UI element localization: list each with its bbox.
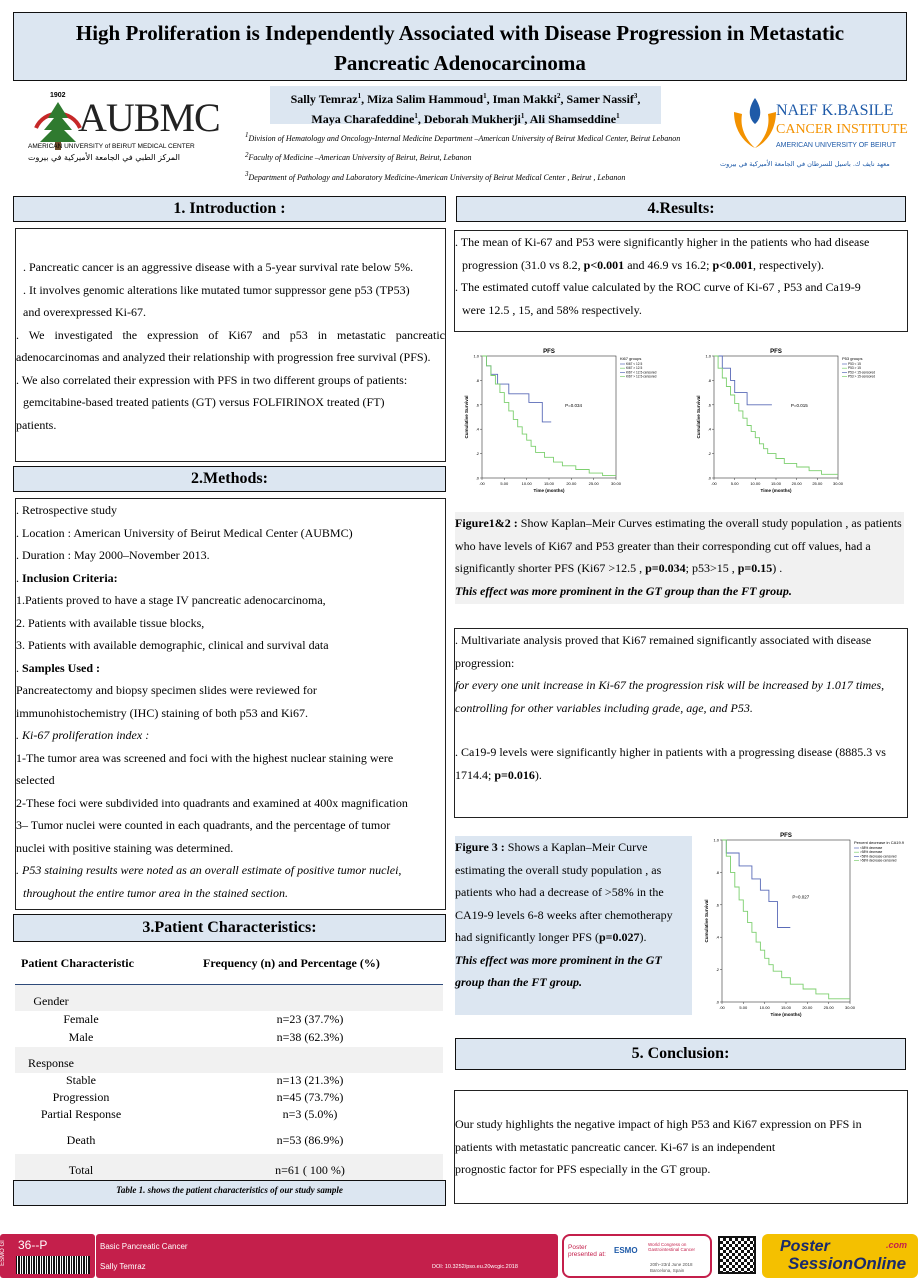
- table-header: [15, 948, 443, 985]
- barcode-icon: [16, 1256, 90, 1274]
- author-name: Samer Nassif: [566, 92, 634, 106]
- x-tick-label: 15.00: [780, 1005, 792, 1010]
- footer-doi: DOI: 10.3252/pso.eu.20wcgic.2018: [432, 1264, 518, 1270]
- introduction-body: [15, 228, 446, 462]
- pso-brand-line1: Poster: [780, 1238, 830, 1255]
- nkbci-logo: [720, 90, 910, 178]
- aubmc-logo: [28, 88, 232, 170]
- x-tick-label: 10.00: [750, 481, 761, 486]
- y-tick-label: .0: [707, 475, 711, 481]
- results-heading: 4.Results:: [456, 196, 906, 222]
- intro-p1: . Pancreatic cancer is an aggressive disease with a 5-year survival rate below 5%.: [23, 260, 414, 274]
- y-tick-label: .6: [475, 402, 479, 408]
- conclusion-heading: 5. Conclusion:: [455, 1038, 906, 1070]
- km-svg: [456, 346, 686, 496]
- legend-label: >58% decrease-censored: [860, 858, 897, 863]
- multi-p1: . Multivariate analysis proved that Ki67 remained significantly associated with disease progression:: [455, 633, 872, 670]
- y-tick-label: .4: [707, 426, 711, 432]
- x-tick-label: 20.00: [566, 481, 577, 486]
- km-svg: [700, 828, 908, 1024]
- chart-title: PFS: [770, 349, 782, 355]
- conclusion-l1: Our study highlights the negative impact of high P53 and Ki67 expression on PFS in: [455, 1117, 862, 1131]
- author-name: Deborah Mukherji: [423, 112, 521, 126]
- p-value-annotation: P=0.027: [792, 894, 810, 900]
- y-tick-label: .6: [715, 902, 719, 908]
- footer-side-code: ESMO GI: [0, 1240, 6, 1266]
- legend-title: P53 groups: [842, 356, 863, 361]
- methods-l9: Pancreatectomy and biopsy specimen slides were reviewed for: [16, 683, 317, 697]
- author-affiliation-sup: 1: [520, 112, 525, 120]
- y-tick-label: .2: [715, 967, 719, 973]
- x-tick-label: 20.00: [791, 481, 802, 486]
- table-row-label: Partial Response: [40, 1107, 122, 1121]
- y-tick-label: 1.0: [705, 353, 711, 359]
- title-banner: [13, 12, 907, 81]
- km-svg: [692, 346, 908, 496]
- methods-l7: 3. Patients with available demographic, clinical and survival data: [16, 638, 329, 652]
- author-affiliation-sup: 1: [483, 92, 487, 100]
- methods-l12: 1-The tumor area was screened and foci with the highest nuclear staining were: [16, 750, 394, 765]
- footer-presented-at: Poster presented at:: [568, 1244, 606, 1258]
- methods-l16: nuclei with positive staining was determined.: [16, 840, 234, 855]
- table-col1-header: Patient Characteristic: [21, 956, 134, 970]
- fig3-text: Figure 3 : Shows a Kaplan–Meir Curve estimating the overall study population , as patients who had a decrease of >58% in the CA19-9 levels 6-8 weeks after chemotherapy had significantly longer PFS (p=0.027).: [455, 840, 673, 944]
- footer-bar: [0, 1232, 924, 1280]
- x-tick-label: 15.00: [543, 481, 555, 486]
- affiliation-2: $^2$Faculty of Medicine –American University of Beirut, Beirut, Lebanon: [245, 150, 472, 163]
- y-tick-label: .0: [715, 999, 719, 1005]
- intro-p2a: . It involves genomic alterations like mutated tumor suppressor gene p53 (TP53): [23, 282, 410, 297]
- table-caption: Table 1. shows the patient characteristics of our study sample: [13, 1180, 446, 1206]
- legend-title: Percent decrease in CA19.9: [854, 840, 905, 845]
- y-tick-label: 1.0: [473, 353, 479, 359]
- conclusion-body: [454, 1090, 908, 1204]
- methods-l18: throughout the entire tumor area in the stained section.: [23, 885, 288, 900]
- legend-label: Ki67 > 12.5: [626, 366, 643, 371]
- table-row: [15, 1124, 443, 1154]
- y-axis-label: Cumulative Survival: [696, 395, 701, 439]
- footer-presenter: Sally Temraz: [100, 1262, 146, 1271]
- nkbci-line1: NAEF K.BASILE: [776, 102, 894, 119]
- fig3-italic: This effect was more prominent in the GT group than the FT group.: [455, 952, 662, 989]
- legend-label: Ki67 > 12.5-censored: [626, 374, 657, 379]
- y-tick-label: .2: [475, 451, 479, 457]
- y-tick-label: 1.0: [713, 837, 719, 843]
- footer-congress: World Congress on Gastrointestinal Cancer: [648, 1242, 696, 1252]
- pso-logo: [762, 1234, 918, 1278]
- methods-l5: 1.Patients proved to have a stage IV pancreatic adenocarcinoma,: [16, 593, 326, 607]
- authors-box: [270, 86, 661, 124]
- x-tick-label: 20.00: [802, 1005, 813, 1010]
- author-name: Maya Charafeddine: [311, 112, 415, 126]
- table-row-label: Stable: [66, 1073, 96, 1087]
- table-row: [15, 1047, 443, 1073]
- footer-poster-id: 36--P: [18, 1238, 48, 1252]
- methods-l10: immunohistochemistry (IHC) staining of both p53 and Ki67.: [16, 705, 308, 720]
- y-tick-label: .8: [707, 377, 711, 383]
- x-tick-label: 5.00: [730, 481, 739, 486]
- aubmc-subtitle: AMERICAN UNIVERSITY of BEIRUT MEDICAL CENTER: [28, 143, 195, 150]
- table-row-value: n=61 ( 100 %): [275, 1163, 345, 1177]
- table-row-label: Female: [63, 1012, 99, 1026]
- km-chart-ki67: [456, 346, 686, 496]
- patients-heading: 3.Patient Characteristics:: [13, 914, 446, 942]
- nkbci-line2: CANCER INSTITUTE: [776, 122, 908, 137]
- nkbci-arabic: معهد نايف ك. باسيل للسرطان في الجامعة الأميركية في بيروت: [720, 160, 890, 168]
- authors-line2: [270, 108, 661, 128]
- author-affiliation-sup: 1: [414, 112, 418, 120]
- footer-info-panel: [96, 1234, 558, 1278]
- methods-l17: . P53 staining results were noted as an overall estimate of positive tumor nuclei,: [16, 863, 402, 877]
- authors-line1: [270, 88, 661, 108]
- conclusion-l2: patients with metastatic pancreatic cancer. Ki-67 is an independent: [455, 1139, 776, 1154]
- author-name: Iman Makki: [492, 92, 557, 106]
- methods-l14: 2-These foci were subdivided into quadrants and examined at 400x magnification: [16, 795, 408, 810]
- conclusion-l3: prognostic factor for PFS especially in the GT group.: [455, 1162, 711, 1176]
- table-row-value: n=38 (62.3%): [276, 1030, 344, 1044]
- patient-table: [15, 948, 443, 1181]
- intro-p3: . We investigated the expression of Ki67 and p53 in metastatic pancreatic adenocarcinomas and analyzed their relationship with progression free survival (PFS).: [16, 327, 445, 364]
- footer-congress-panel: [562, 1234, 712, 1278]
- aubmc-year: 1902: [50, 92, 66, 99]
- footer-city: Barcelona, Spain: [650, 1268, 685, 1273]
- fig12-italic: This effect was more prominent in the GT group than the FT group.: [455, 583, 792, 598]
- legend-label: P53 > 15: [848, 366, 861, 371]
- x-tick-label: 5.00: [500, 481, 509, 486]
- plot-frame: [482, 356, 616, 478]
- y-tick-label: .8: [715, 869, 719, 875]
- km-chart-p53: [692, 346, 908, 496]
- author-name: Sally Temraz: [290, 92, 358, 106]
- x-tick-label: 30.00: [844, 1005, 856, 1010]
- figure12-caption: [455, 512, 904, 604]
- table-row: [15, 1107, 443, 1124]
- results-p1b: progression (31.0 vs 8.2, p<0.001 and 46.9 vs 16.2; p<0.001, respectively).: [462, 257, 825, 272]
- methods-body: [15, 498, 446, 910]
- table-row-label: Response: [28, 1056, 74, 1070]
- legend-label: Ki67 < 12.5: [626, 362, 643, 366]
- author-separator: ,: [637, 92, 641, 106]
- chart-title: PFS: [780, 833, 792, 839]
- methods-l4: . Inclusion Criteria:: [16, 570, 118, 585]
- ca199-text: . Ca19-9 levels were significantly higher in patients with a progressing disease (8885.3 vs 1714.4; p=0.016).: [455, 745, 886, 782]
- results-body: [454, 230, 908, 332]
- poster-title-line1: High Proliferation is Independently Associated with Disease Progression in Metastatic: [75, 21, 845, 45]
- multi-spacer: [455, 719, 907, 741]
- pso-brand-line2: SessionOnline: [788, 1254, 907, 1273]
- author-separator: ,: [417, 112, 424, 126]
- methods-l11: . Ki-67 proliferation index :: [16, 728, 150, 742]
- table-row-label: Total: [68, 1163, 94, 1177]
- fig12-text: Figure1&2 : Show Kaplan–Meir Curves estimating the overall study population , as patients who have levels of Ki67 and P53 greater than their corresponding cut off values, had a significantly shorter PFS (Ki67 >12.5 , p=0.034; p53>15 , p=0.15) .: [455, 516, 902, 575]
- author-affiliation-sup: 2: [556, 92, 561, 100]
- introduction-heading: 1. Introduction :: [13, 196, 446, 222]
- aubmc-arabic: المركز الطبي في الجامعة الأميركية في بيروت: [28, 153, 181, 162]
- table-row-value: n=3 (5.0%): [282, 1107, 338, 1121]
- legend-label: Ki67 < 12.5-censored: [626, 370, 657, 375]
- intro-p4c: patients.: [16, 417, 57, 432]
- legend-label: P53 < 15: [848, 362, 861, 366]
- x-tick-label: .00: [479, 481, 485, 486]
- table-row: [15, 1073, 443, 1090]
- legend-label: P53 > 15-censored: [848, 374, 876, 379]
- nkbci-line3: AMERICAN UNIVERSITY OF BEIRUT: [776, 142, 897, 149]
- table-row: [15, 1090, 443, 1107]
- multivariate-box: [454, 628, 908, 818]
- results-p1a: . The mean of Ki-67 and P53 were significantly higher in the patients who had disease: [455, 235, 870, 249]
- y-tick-label: .4: [475, 426, 479, 432]
- affiliation-3: $^3$Department of Pathology and Laboratory Medicine-American University of Beirut Medical Center , Beirut , Lebanon: [245, 170, 626, 182]
- methods-l2: . Location : American University of Beirut Medical Center (AUBMC): [16, 525, 353, 540]
- intro-p4b: gemcitabine-based treated patients (GT) versus FOLFIRINOX treated (FT): [23, 395, 385, 409]
- p-value-annotation: P=0.015: [790, 403, 808, 409]
- affiliation-1: $^1$Division of Hematology and Oncology-Internal Medicine Department –American University of Beirut Medical Center, Beirut Lebanon: [245, 131, 681, 143]
- author-name: Ali Shamseddine: [529, 112, 617, 126]
- methods-l1: . Retrospective study: [16, 503, 117, 517]
- author-separator: ,: [560, 92, 567, 106]
- table-row-value: n=13 (21.3%): [276, 1073, 344, 1087]
- legend-label: P53 < 15-censored: [848, 370, 876, 375]
- x-tick-label: .00: [719, 1005, 725, 1010]
- y-tick-label: .8: [475, 377, 479, 383]
- legend-title: Ki67 groups: [620, 356, 642, 361]
- x-axis-label: Time (months): [760, 488, 792, 493]
- multi-p2: for every one unit increase in Ki-67 the progression risk will be increased by 1.017 times, controlling for other variables including grade, age, and P53.: [455, 678, 885, 715]
- x-tick-label: 25.00: [812, 481, 823, 486]
- table-row-label: Death: [66, 1133, 96, 1147]
- pso-brand-com: .com: [886, 1240, 908, 1250]
- author-affiliation-sup: 1: [616, 112, 620, 120]
- legend-label: <58% decrease-censored: [860, 854, 897, 859]
- km-chart-ca199: [700, 828, 908, 1024]
- author-separator: ,: [361, 92, 368, 106]
- y-tick-label: .2: [707, 451, 711, 457]
- methods-l13: selected: [16, 773, 55, 787]
- table-row-value: n=45 (73.7%): [276, 1090, 344, 1104]
- table-rows: [15, 985, 443, 1180]
- figure3-caption: [455, 836, 692, 1015]
- x-tick-label: 10.00: [759, 1005, 770, 1010]
- plot-frame: [714, 356, 838, 478]
- author-affiliation-sup: 1: [357, 92, 362, 100]
- author-name: Miza Salim Hammoud: [367, 92, 484, 106]
- aubmc-wordmark: AUBMC: [78, 95, 220, 140]
- x-tick-label: .00: [711, 481, 717, 486]
- y-tick-label: .0: [475, 475, 479, 481]
- poster-title-line2: Pancreatic Adenocarcinoma: [334, 51, 586, 75]
- table-row: [15, 985, 443, 1011]
- y-axis-label: Cumulative Survival: [704, 899, 709, 943]
- table-col2-header: Frequency (n) and Percentage (%): [203, 956, 380, 970]
- chart-title: PFS: [543, 349, 555, 355]
- x-tick-label: 5.00: [739, 1005, 748, 1010]
- footer-category: Basic Pancreatic Cancer: [100, 1242, 188, 1251]
- methods-l15: 3– Tumor nuclei were counted in each quadrants, and the percentage of tumor: [16, 818, 391, 832]
- x-tick-label: 25.00: [823, 1005, 834, 1010]
- table-row-label: Progression: [52, 1090, 110, 1104]
- table-row-label: Gender: [33, 994, 69, 1008]
- results-p2b: were 12.5 , 15, and 58% respectively.: [462, 302, 642, 317]
- p-value-annotation: P=0.034: [565, 403, 582, 409]
- table-row: [15, 1154, 443, 1180]
- table-row-value: n=53 (86.9%): [276, 1133, 344, 1147]
- legend-label: >58% decrease: [860, 850, 883, 855]
- author-separator: ,: [486, 92, 493, 106]
- intro-p2b: and overexpressed Ki-67.: [23, 305, 146, 319]
- author-affiliation-sup: 3: [633, 92, 638, 100]
- y-tick-label: .4: [715, 934, 719, 940]
- methods-l6: 2. Patients with available tissue blocks,: [16, 615, 205, 630]
- x-tick-label: 30.00: [610, 481, 622, 486]
- x-tick-label: 30.00: [832, 481, 844, 486]
- table-row: [15, 1011, 443, 1029]
- esmo-logo: ESMO: [614, 1246, 638, 1255]
- affiliations: [245, 129, 715, 184]
- x-axis-label: Time (months): [533, 488, 565, 493]
- x-tick-label: 25.00: [588, 481, 599, 486]
- y-axis-label: Cumulative Survival: [464, 395, 469, 439]
- legend-label: <58% decrease: [860, 846, 883, 850]
- hands-emblem-icon: [730, 90, 780, 152]
- y-tick-label: .6: [707, 402, 711, 408]
- table-row-value: n=23 (37.7%): [276, 1012, 344, 1026]
- author-separator: ,: [524, 112, 530, 126]
- x-tick-label: 15.00: [770, 481, 782, 486]
- x-tick-label: 10.00: [521, 481, 532, 486]
- x-axis-label: Time (months): [770, 1012, 802, 1017]
- intro-p4a: . We also correlated their expression with PFS in two different groups of patients:: [16, 372, 408, 387]
- results-p2a: . The estimated cutoff value calculated by the ROC curve of Ki-67 , P53 and Ca19-9: [455, 280, 861, 294]
- table-row: [15, 1029, 443, 1047]
- methods-l3: . Duration : May 2000–November 2013.: [16, 548, 210, 562]
- qr-code-icon: [718, 1236, 756, 1274]
- table-row-label: Male: [68, 1030, 94, 1044]
- footer-dates: 20th–23rd June 2018: [650, 1262, 693, 1267]
- methods-heading: 2.Methods:: [13, 466, 446, 492]
- methods-l8: . Samples Used :: [16, 660, 101, 675]
- footer-left-panel: [0, 1234, 95, 1278]
